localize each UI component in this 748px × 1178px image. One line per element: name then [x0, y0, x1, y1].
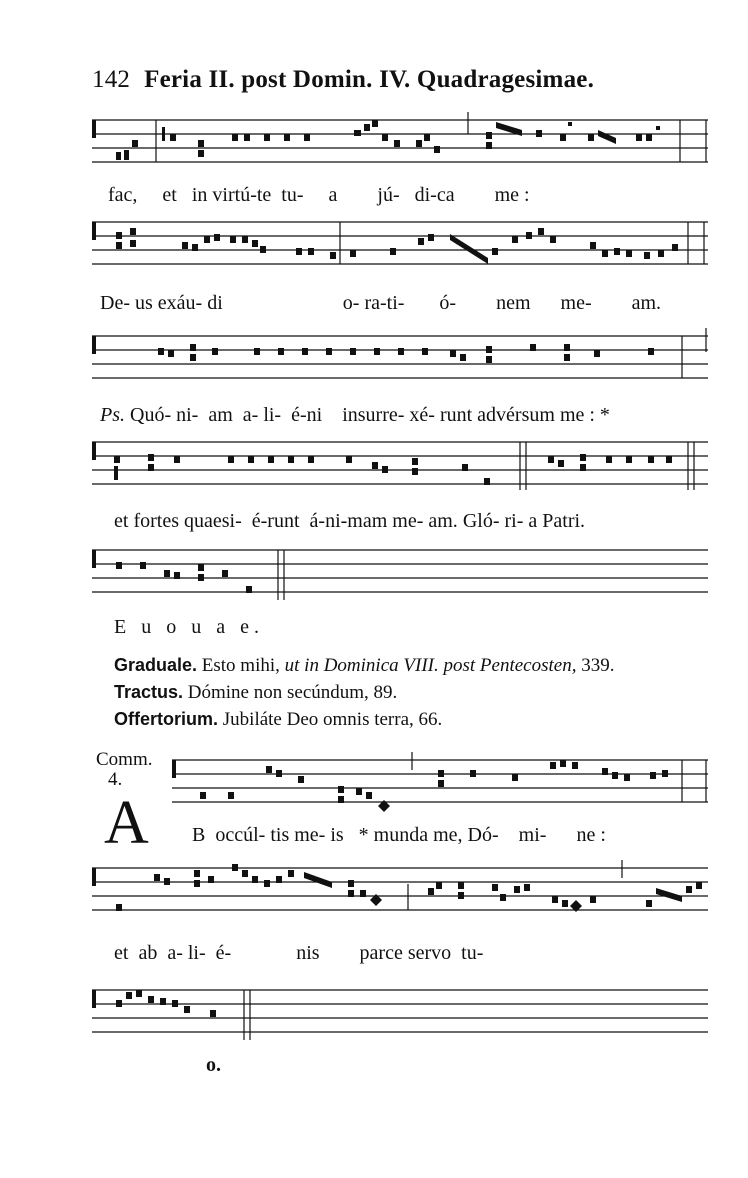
lyric-line-3: Ps. Quó- ni- am a- li- é-ni insurre- xé- runt advérsum me : * [100, 404, 610, 426]
chant-staff-6 [172, 752, 708, 822]
reference-tractus: Tractus. Dómine non secúndum, 89. [114, 682, 398, 703]
chant-staff-5 [92, 542, 708, 604]
communion-label: Comm. 4. [96, 749, 153, 790]
reference-graduale: Graduale. Esto mihi, ut in Dominica VIII. post Pentecosten, 339. [114, 655, 615, 676]
staff-5-svg [92, 542, 708, 604]
staff-6-svg [172, 752, 708, 822]
lyric-line-4: et fortes quaesi- é-runt á-ni-mam me- am. Gló- ri- a Patri. [114, 510, 586, 532]
chant-staff-2 [92, 214, 708, 294]
staff-7-svg [92, 860, 708, 930]
staff-1-svg [92, 112, 708, 182]
lyric-line-7: et ab a- li- é- nis parce servo tu- [114, 942, 484, 964]
drop-cap-initial: A [104, 789, 149, 857]
lyric-line-2: De- us exáu- di o- ra-ti- ó- nem me- am. [100, 292, 662, 314]
lyric-line-8: o. [206, 1054, 221, 1076]
staff-8-svg [92, 982, 708, 1044]
chant-staff-8 [92, 982, 708, 1044]
chant-staff-3 [92, 328, 708, 388]
page-title: Feria II. post Domin. IV. Quadragesimae. [144, 66, 595, 93]
lyric-line-1: fac, et in virtú-te tu- a jú- di-ca me : [108, 184, 530, 206]
page-header [92, 66, 594, 94]
staff-2-svg [92, 214, 708, 294]
staff-4-svg [92, 434, 708, 500]
reference-offertorium: Offertorium. Jubiláte Deo omnis terra, 66. [114, 709, 443, 730]
lyric-line-5: E u o u a e. [114, 616, 264, 638]
staff-3-svg [92, 328, 708, 388]
lyric-line-6: B occúl- tis me- is * munda me, Dó- mi- ne : [192, 824, 606, 846]
chant-staff-1 [92, 112, 708, 182]
references-block [114, 652, 614, 733]
chant-staff-7 [92, 860, 708, 930]
page-number: 142 [92, 66, 131, 93]
chant-staff-4 [92, 434, 708, 500]
